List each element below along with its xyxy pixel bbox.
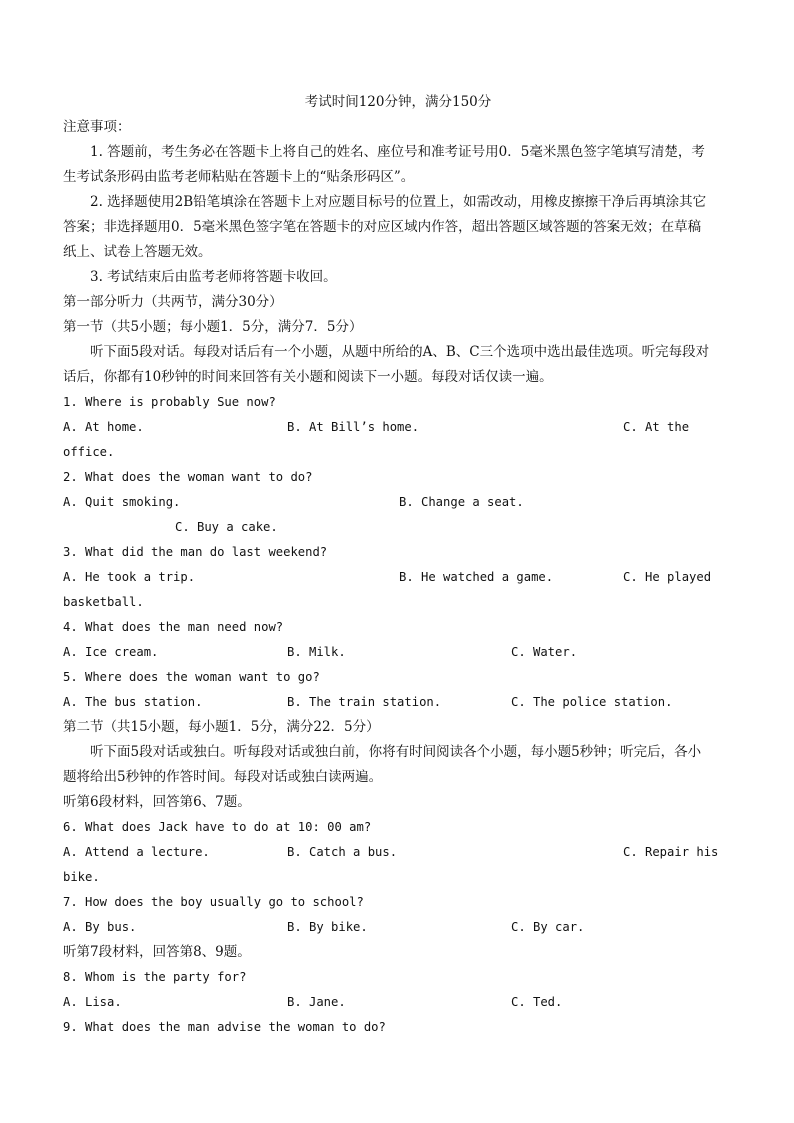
question-8-option-b: B. Jane. bbox=[287, 995, 346, 1009]
material-7-heading: 听第7段材料，回答第8、9题。 bbox=[63, 944, 251, 960]
question-6-option-c: C. Repair his bbox=[623, 845, 719, 859]
question-3-options bbox=[63, 565, 733, 590]
note-1-line-2: 生考试条形码由监考老师粘贴在答题卡上的“贴条形码区”。 bbox=[63, 169, 415, 185]
question-5: 5. Where does the woman want to go? bbox=[63, 670, 320, 684]
question-6-option-c-continued: bike. bbox=[63, 870, 100, 884]
question-4: 4. What does the man need now? bbox=[63, 620, 284, 634]
question-2-option-b: B. Change a seat. bbox=[399, 495, 524, 509]
question-7-option-b: B. By bike. bbox=[287, 920, 368, 934]
section1-instruction-line-2: 话后，你都有10秒钟的时间来回答有关小题和阅读下一小题。每段对话仅读一遍。 bbox=[63, 369, 553, 385]
question-4-option-b: B. Milk. bbox=[287, 645, 346, 659]
part1-title: 第一部分听力（共两节，满分30分） bbox=[63, 294, 283, 310]
note-2-line-1: 2. 选择题使用2B铅笔填涂在答题卡上对应题目标号的位置上，如需改动，用橡皮擦擦干净后再填涂其它 bbox=[90, 194, 707, 210]
material-6-heading: 听第6段材料，回答第6、7题。 bbox=[63, 794, 251, 810]
question-4-option-a: A. Ice cream. bbox=[63, 645, 159, 659]
question-1-option-c-continued: office. bbox=[63, 445, 115, 459]
question-7-option-a: A. By bus. bbox=[63, 920, 137, 934]
question-5-option-c: C. The police station. bbox=[511, 695, 673, 709]
question-2-options-row-2 bbox=[63, 515, 733, 540]
question-4-options bbox=[63, 640, 733, 665]
question-3-option-c-continued: basketball. bbox=[63, 595, 144, 609]
question-2-option-c: C. Buy a cake. bbox=[175, 520, 278, 534]
question-6: 6. What does Jack have to do at 10: 00 am? bbox=[63, 820, 372, 834]
section2-instruction-line-1: 听下面5段对话或独白。听每段对话或独白前，你将有时间阅读各个小题，每小题5秒钟；听完后，各小 bbox=[90, 744, 702, 760]
section2-instruction-line-2: 题将给出5秒钟的作答时间。每段对话或独白读两遍。 bbox=[63, 769, 383, 785]
question-3-option-c: C. He played bbox=[623, 570, 712, 584]
question-5-option-b: B. The train station. bbox=[287, 695, 442, 709]
question-1: 1. Where is probably Sue now? bbox=[63, 395, 276, 409]
question-8: 8. Whom is the party for? bbox=[63, 970, 247, 984]
question-3-option-a: A. He took a trip. bbox=[63, 570, 196, 584]
exam-page bbox=[63, 90, 733, 1040]
section1-title: 第一节（共5小题；每小题1．5分，满分7．5分） bbox=[63, 319, 363, 335]
question-9: 9. What does the man advise the woman to do? bbox=[63, 1020, 386, 1034]
notes-heading: 注意事项： bbox=[63, 119, 131, 135]
section2-title: 第二节（共15小题，每小题1．5分，满分22．5分） bbox=[63, 719, 380, 735]
question-2: 2. What does the woman want to do? bbox=[63, 470, 313, 484]
question-1-option-c: C. At the bbox=[623, 420, 690, 434]
question-3-option-b: B. He watched a game. bbox=[399, 570, 554, 584]
note-2-line-3: 纸上、试卷上答题无效。 bbox=[63, 244, 212, 260]
question-2-option-a: A. Quit smoking. bbox=[63, 495, 181, 509]
question-8-option-c: C. Ted. bbox=[511, 995, 563, 1009]
section1-instruction-line-1: 听下面5段对话。每段对话后有一个小题，从题中所给的A、B、C三个选项中选出最佳选项。听完每段对 bbox=[90, 344, 710, 360]
question-8-option-a: A. Lisa. bbox=[63, 995, 122, 1009]
question-1-options bbox=[63, 415, 733, 440]
question-6-options bbox=[63, 840, 733, 865]
exam-time-score: 考试时间120分钟，满分150分 bbox=[304, 94, 492, 110]
note-2-line-2: 答案；非选择题用0．5毫米黑色签字笔在答题卡的对应区域内作答，超出答题区域答题的答案无效；在草稿 bbox=[63, 219, 702, 235]
question-6-option-a: A. Attend a lecture. bbox=[63, 845, 210, 859]
question-5-option-a: A. The bus station. bbox=[63, 695, 203, 709]
question-4-option-c: C. Water. bbox=[511, 645, 578, 659]
note-3: 3. 考试结束后由监考老师将答题卡收回。 bbox=[90, 269, 337, 285]
question-3: 3. What did the man do last weekend? bbox=[63, 545, 328, 559]
question-7: 7. How does the boy usually go to school? bbox=[63, 895, 364, 909]
question-5-options bbox=[63, 690, 733, 715]
question-1-option-b: B. At Bill’s home. bbox=[287, 420, 420, 434]
question-1-option-a: A. At home. bbox=[63, 420, 144, 434]
question-7-options bbox=[63, 915, 733, 940]
question-2-options bbox=[63, 490, 733, 515]
question-6-option-b: B. Catch a bus. bbox=[287, 845, 398, 859]
note-1-line-1: 1. 答题前，考生务必在答题卡上将自己的姓名、座位号和准考证号用0．5毫米黑色签字笔填写清楚，考 bbox=[90, 144, 705, 160]
question-8-options bbox=[63, 990, 733, 1015]
question-7-option-c: C. By car. bbox=[511, 920, 585, 934]
